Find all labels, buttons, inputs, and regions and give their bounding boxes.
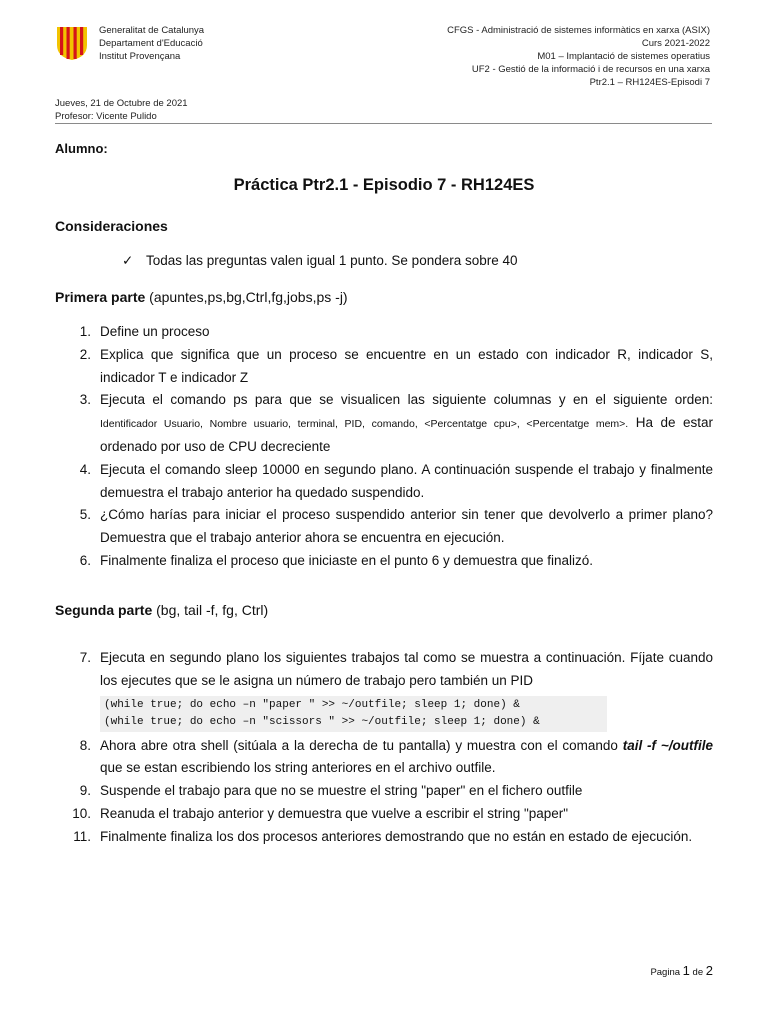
- list-item: [55, 321, 713, 344]
- date-line: Jueves, 21 de Octubre de 2021: [55, 98, 188, 109]
- part2-list: [55, 647, 713, 849]
- page-label: Pagina: [650, 967, 681, 978]
- student-label: Alumno:: [55, 141, 108, 156]
- item-text: Explica que significa que un proceso se encuentre en un estado con indicador R, indicador S, indicador T e indicador Z: [100, 346, 713, 385]
- list-item: [55, 647, 713, 732]
- course-line: Ptr2.1 – RH124ES-Episodi 7: [589, 77, 710, 88]
- item-number: 1.: [79, 324, 91, 339]
- item-text: Reanuda el trabajo anterior y demuestra que vuelve a escribir el string "paper": [100, 805, 569, 821]
- list-item: [55, 344, 713, 390]
- org-line: Departament d'Educació: [99, 38, 203, 49]
- item-number: 2.: [79, 346, 91, 362]
- part1-heading: [55, 289, 348, 305]
- item-text: Finalmente finaliza los dos procesos anteriores demostrando que no están en estado de ejecución.: [100, 828, 693, 844]
- item-number: 3.: [79, 392, 91, 408]
- item-text: Ejecuta el comando sleep 10000 en segundo plano. A continuación suspende el trabajo y finalmente demuestra el trabajo anterior ha quedado suspendido.: [100, 461, 713, 500]
- item-number: 4.: [79, 461, 91, 477]
- considerations-heading-text: Consideraciones: [55, 218, 168, 234]
- item-number: 10.: [72, 805, 91, 821]
- part2-heading-text: Segunda parte: [55, 602, 153, 618]
- item-number: 9.: [79, 783, 91, 799]
- list-item: [55, 780, 713, 803]
- consideration-item: [122, 253, 518, 269]
- organization-block: [99, 24, 204, 63]
- list-item: [55, 504, 713, 550]
- part1-topics: (apuntes,ps,bg,Ctrl,fg,jobs,ps -j): [145, 289, 348, 305]
- item-text-rest: que se estan escribiendo los string anteriores en el archivo outfile.: [100, 760, 496, 776]
- header-divider: [55, 123, 712, 124]
- org-line: Institut Provençana: [99, 51, 181, 62]
- course-line: CFGS - Administració de sistemes informàtics en xarxa (ASIX): [447, 25, 710, 36]
- item-number: 6.: [79, 552, 91, 568]
- date-teacher-block: [55, 97, 188, 123]
- item-text: Define un proceso: [100, 324, 210, 339]
- item-number: 7.: [79, 650, 91, 665]
- org-line: Generalitat de Catalunya: [99, 25, 205, 36]
- list-item: [55, 735, 713, 781]
- list-item: [55, 550, 713, 573]
- course-line: Curs 2021-2022: [641, 38, 710, 49]
- teacher-line: Profesor: Vicente Pulido: [55, 111, 157, 122]
- page-total: 2: [705, 963, 713, 978]
- list-item: [55, 803, 713, 826]
- item-number: 11.: [73, 828, 91, 844]
- checkmark-icon: ✓: [122, 253, 134, 268]
- page-title: Práctica Ptr2.1 - Episodio 7 - RH124ES: [233, 176, 535, 194]
- part2-heading: [55, 602, 268, 618]
- page-of: de: [692, 967, 704, 978]
- course-line: M01 – Implantació de sistemes operatius: [537, 51, 710, 62]
- item-text: ¿Cómo harías para iniciar el proceso suspendido anterior sin tener que devolverlo a primer plano? Demuestra que el trabajo anterior ahora se encuentra en ejecución.: [100, 507, 713, 546]
- page-number: 1: [682, 963, 690, 978]
- item-text: Suspende el trabajo para que no se muestre el string "paper" en el fichero outfile: [100, 783, 583, 799]
- item-columns-text: Identificador Usuario, Nombre usuario, terminal, PID, comando, <Percentatge cpu>, <Percentatge mem>.: [100, 418, 629, 431]
- considerations-heading: [55, 218, 168, 234]
- part1-heading-text: Primera parte: [55, 289, 146, 305]
- list-item: [55, 459, 713, 505]
- part1-list: [55, 321, 713, 573]
- item-text: Ahora abre otra shell (sitúala a la derecha de tu pantalla) y muestra con el comando: [100, 737, 623, 753]
- item-text-rest: Ha de estar ordenado por uso de CPU decreciente: [100, 415, 713, 454]
- page-footer: [650, 963, 713, 978]
- item-number: 8.: [79, 737, 91, 753]
- command-emphasis: tail -f ~/outfile: [622, 737, 713, 753]
- generalitat-logo: [55, 25, 89, 61]
- course-line: UF2 - Gestió de la informació i de recursos en una xarxa: [471, 64, 710, 75]
- item-number: 5.: [79, 507, 91, 523]
- code-line: (while true; do echo –n "paper " >> ~/outfile; sleep 1; done) &: [104, 698, 520, 711]
- list-item: [55, 826, 713, 849]
- course-block: [447, 24, 710, 89]
- item-text: Ejecuta el comando ps para que se visualicen las siguiente columnas y en el siguiente orden:: [100, 392, 713, 408]
- code-block: [100, 696, 607, 732]
- code-line: (while true; do echo –n "scissors " >> ~/outfile; sleep 1; done) &: [104, 715, 540, 728]
- consideration-text: Todas las preguntas valen igual 1 punto. Se pondera sobre 40: [146, 253, 518, 268]
- list-item: [55, 389, 713, 458]
- item-text: Finalmente finaliza el proceso que iniciaste en el punto 6 y demuestra que finalizó.: [100, 552, 594, 568]
- part2-topics: (bg, tail -f, fg, Ctrl): [152, 602, 269, 618]
- item-text: Ejecuta en segundo plano los siguientes trabajos tal como se muestra a continuación. Fíjate cuando los ejecutes que se le asigna un número de trabajo pero también un PID: [100, 650, 713, 688]
